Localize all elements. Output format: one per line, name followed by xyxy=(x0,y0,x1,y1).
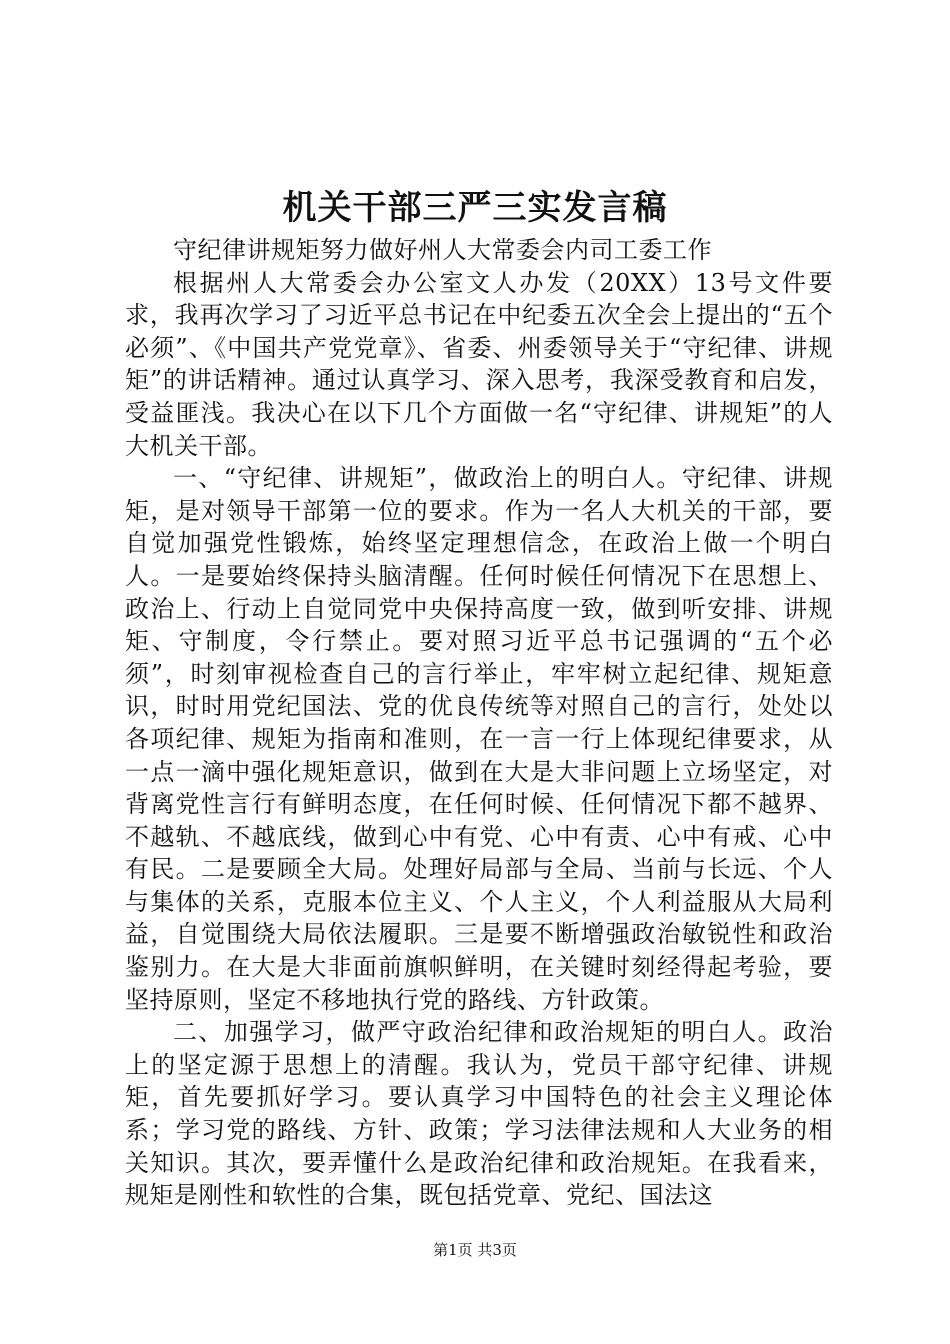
subtitle-paragraph: 守纪律讲规矩努力做好州人大常委会内司工委工作 xyxy=(173,236,712,264)
document-body xyxy=(125,234,833,1212)
section-two-paragraph: 二、加强学习，做严守政治纪律和政治规矩的明白人。政治上的坚定源于思想上的清醒。我认为，党员干部守纪律、讲规矩，首先要抓好学习。要认真学习中国特色的社会主义理论体系；学习党的路线、方针、政策；学习法律法规和人大业务的相关知识。其次，要弄懂什么是政治纪律和政治规矩。在我看来，规矩是刚性和软性的合集，既包括党章、党纪、国法这 xyxy=(125,1018,833,1210)
page-number-footer: 第1页 共3页 xyxy=(433,1241,517,1259)
intro-paragraph: 根据州人大常委会办公室文人办发（20XX）13号文件要求，我再次学习了习近平总书记在中纪委五次全会上提出的“五个必须”、《中国共产党党章》、省委、州委领导关于“守纪律、讲规矩”的讲话精神。通过认真学习、深入思考，我深受教育和启发，受益匪浅。我决心在以下几个方面做一名“守纪律、讲规矩”的人大机关干部。 xyxy=(125,268,833,460)
document-title: 机关干部三严三实发言稿 xyxy=(282,188,668,228)
section-one-paragraph: 一、“守纪律、讲规矩”，做政治上的明白人。守纪律、讲规矩，是对领导干部第一位的要求。作为一名人大机关的干部，要自觉加强党性锻炼，始终坚定理想信念，在政治上做一个明白人。一是要始终保持头脑清醒。任何时候任何情况下在思想上、政治上、行动上自觉同党中央保持高度一致，做到听安排、讲规矩、守制度，令行禁止。要对照习近平总书记强调的“五个必须”，时刻审视检查自己的言行举止，牢牢树立起纪律、规矩意识，时时用党纪国法、党的优良传统等对照自己的言行，处处以各项纪律、规矩为指南和准则，在一言一行上体现纪律要求，从一点一滴中强化规矩意识，做到在大是大非问题上立场坚定，对背离党性言行有鲜明态度，在任何时候、任何情况下都不越界、不越轨、不越底线，做到心中有党、心中有责、心中有戒、心中有民。二是要顾全大局。处理好局部与全局、当前与长远、个人与集体的关系，克服本位主义、个人主义，个人利益服从大局利益，自觉围绕大局依法履职。三是要不断增强政治敏锐性和政治鉴别力。在大是大非面前旗帜鲜明，在关键时刻经得起考验，要坚持原则，坚定不移地执行党的路线、方针政策。 xyxy=(125,464,833,1014)
